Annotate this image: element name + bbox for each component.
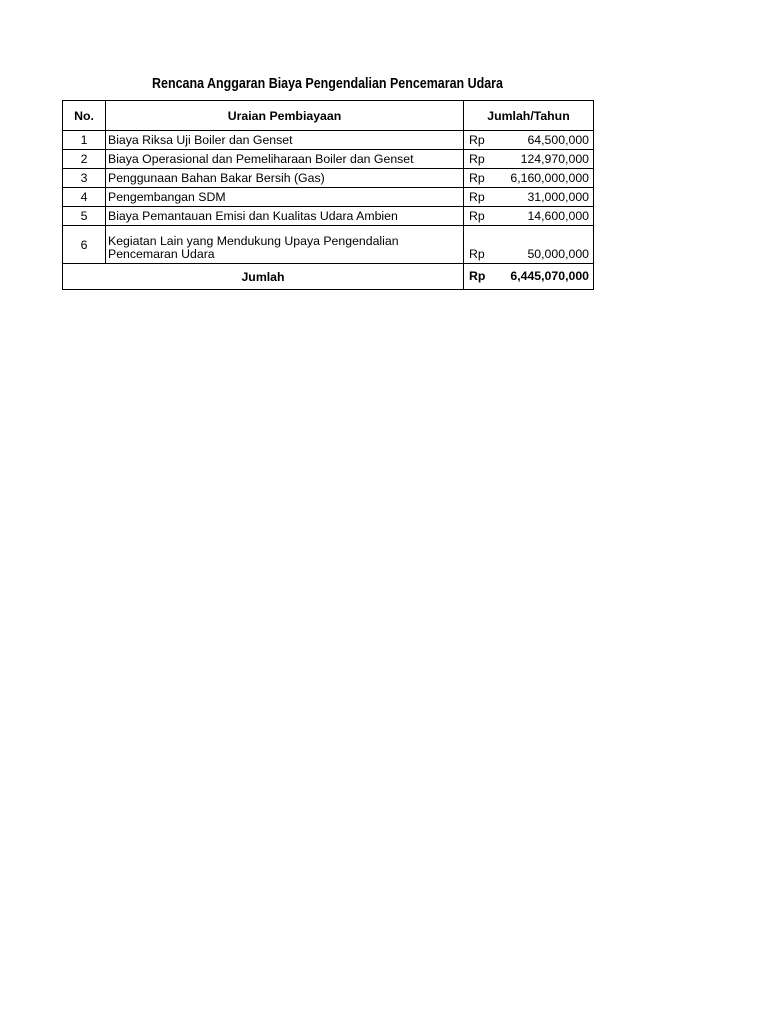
row-description: Biaya Pemantauan Emisi dan Kualitas Udara Ambien — [106, 207, 464, 226]
table-row — [63, 188, 594, 207]
row-description: Pengembangan SDM — [106, 188, 464, 207]
row-amount: 124,970,000 — [520, 152, 589, 166]
row-description: Penggunaan Bahan Bakar Bersih (Gas) — [106, 169, 464, 188]
document-title: Rencana Anggaran Biaya Pengendalian Pencemaran Udara — [152, 76, 503, 92]
table-row — [63, 169, 594, 188]
total-amount: 6,445,070,000 — [510, 269, 589, 283]
budget-table — [62, 100, 594, 290]
table-row — [63, 150, 594, 169]
row-amount-cell — [464, 188, 594, 207]
row-number: 3 — [63, 169, 106, 188]
currency-label: Rp — [469, 247, 485, 261]
row-number: 5 — [63, 207, 106, 226]
header-row — [63, 101, 594, 131]
header-description: Uraian Pembiayaan — [106, 101, 464, 131]
table-row — [63, 207, 594, 226]
header-amount: Jumlah/Tahun — [464, 101, 594, 131]
currency-label: Rp — [469, 133, 485, 147]
row-amount: 31,000,000 — [527, 190, 589, 204]
table-row — [63, 131, 594, 150]
currency-label: Rp — [469, 190, 485, 204]
row-number: 6 — [63, 226, 106, 264]
currency-label: Rp — [469, 171, 485, 185]
total-amount-cell — [464, 264, 594, 290]
row-amount: 6,160,000,000 — [510, 171, 589, 185]
row-amount: 64,500,000 — [527, 133, 589, 147]
row-number: 1 — [63, 131, 106, 150]
currency-label: Rp — [469, 209, 485, 223]
row-amount-cell — [464, 169, 594, 188]
row-amount: 50,000,000 — [527, 247, 589, 261]
table-row — [63, 226, 594, 264]
header-no: No. — [63, 101, 106, 131]
row-amount-cell — [464, 226, 594, 264]
row-amount-cell — [464, 207, 594, 226]
row-description: Kegiatan Lain yang Mendukung Upaya Pengendalian Pencemaran Udara — [106, 226, 464, 264]
row-amount: 14,600,000 — [527, 209, 589, 223]
currency-label: Rp — [469, 152, 485, 166]
row-description: Biaya Riksa Uji Boiler dan Genset — [106, 131, 464, 150]
total-label: Jumlah — [63, 264, 464, 290]
total-currency-label: Rp — [469, 269, 486, 283]
total-row — [63, 264, 594, 290]
row-number: 4 — [63, 188, 106, 207]
row-description: Biaya Operasional dan Pemeliharaan Boiler dan Genset — [106, 150, 464, 169]
row-number: 2 — [63, 150, 106, 169]
row-amount-cell — [464, 150, 594, 169]
row-amount-cell — [464, 131, 594, 150]
